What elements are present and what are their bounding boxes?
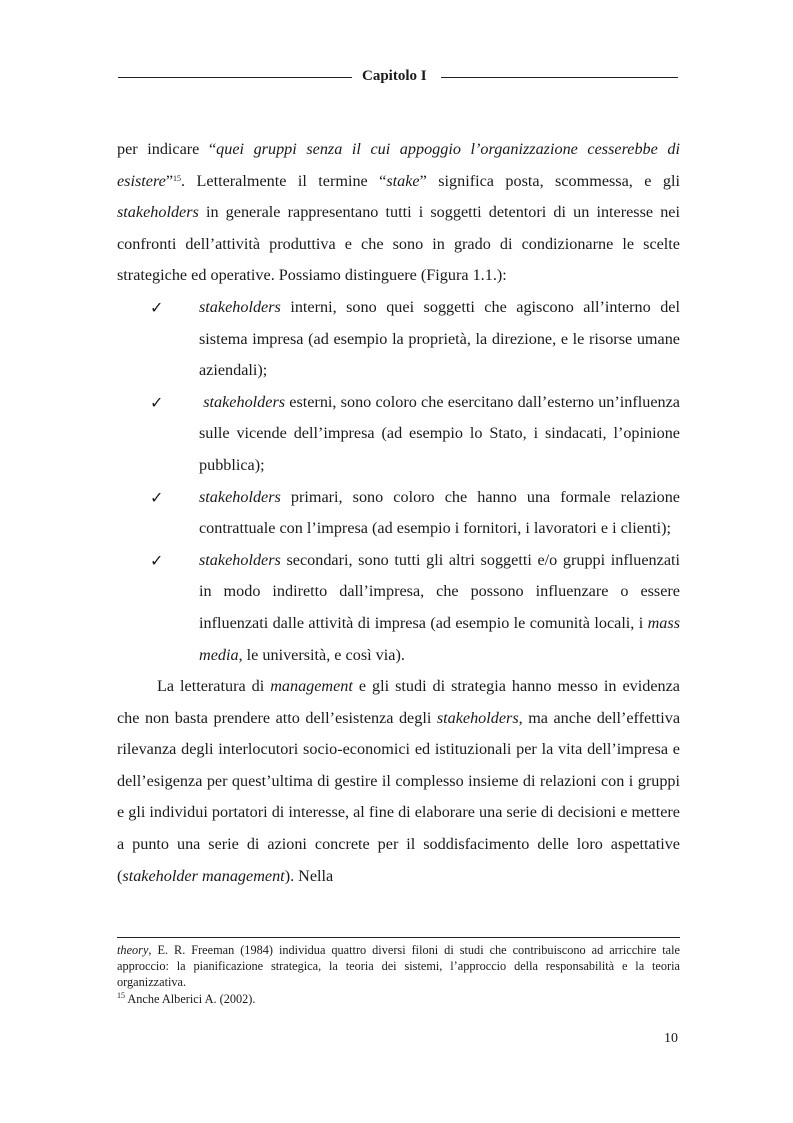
list-item: ✓ stakeholders interni, sono quei soggetti che agiscono all’interno del sistema impresa (ad esempio la proprietà, la direzione, e le risorse umane aziendali); — [117, 292, 680, 387]
footnotes — [117, 942, 680, 1007]
list-item: ✓ stakeholders secondari, sono tutti gli altri soggetti e/o gruppi influenzati in modo indiretto dall’impresa, che possono influenzare o essere influenzati dalle attività di impresa (ad esempio le comunità locali, i mass media, le università, e così via). — [117, 545, 680, 671]
intro-paragraph: per indicare “quei gruppi senza il cui appoggio l’organizzazione cesserebbe di esistere”$^{15}$. Letteralmente il termine “stake” significa posta, scommessa, e gli stakeholders in generale rappresentano tutti i soggetti detentori di un interesse nei confronti dell’attività produttiva e che sono in grado di condizionarne le scelte strategiche ed operative. Possiamo distinguere (Figura 1.1.): — [117, 140, 680, 285]
running-header — [118, 66, 678, 88]
header-rule-left — [118, 77, 352, 78]
page-number: 10 — [664, 1031, 678, 1046]
footnote-15: $^{15}$ Anche Alberici A. (2002). — [117, 990, 256, 1006]
chapter-title: Capitolo I — [362, 68, 427, 84]
check-icon: ✓ — [150, 297, 164, 317]
body-paragraph: La letteratura di management e gli studi di strategia hanno messo in evidenza che non basta prendere atto dell’esistenza degli stakeholders, ma anche dell’effettiva rilevanza degli interlocutori socio-economici ed istituzionali per la vita dell’impresa e dell’esigenza per quest’ultima di gestire il complesso insieme di relazioni con i gruppi e gli individui portatori di interesse, al fine di elaborare una serie di decisioni e mettere a punto una serie di azioni concrete per il soddisfacimento delle loro aspettative (stakeholder management). Nella — [117, 677, 680, 885]
footnote-separator — [117, 937, 680, 938]
list-item: ✓ stakeholders esterni, sono coloro che esercitano dall’esterno un’influenza sulle vicende dell’impresa (ad esempio lo Stato, i sindacati, l’opinione pubblica); — [117, 387, 680, 482]
main-text — [117, 134, 680, 892]
list-item: ✓ stakeholders primari, sono coloro che hanno una formale relazione contrattuale con l’impresa (ad esempio i fornitori, i lavoratori e i clienti); — [117, 482, 680, 545]
check-icon: ✓ — [150, 392, 164, 412]
footnote-14-continued: theory, E. R. Freeman (1984) individua quattro diversi filoni di studi che contribuiscono ad arricchire tale approccio: la pianificazione strategica, la teoria dei sistemi, l’approccio della responsabilità e la teoria organizzativa. — [117, 943, 680, 990]
footnote-ref-15: 15 — [173, 173, 182, 183]
check-icon: ✓ — [150, 487, 164, 507]
header-rule-right — [441, 77, 678, 78]
check-icon: ✓ — [150, 550, 164, 570]
stakeholder-list — [117, 292, 680, 671]
